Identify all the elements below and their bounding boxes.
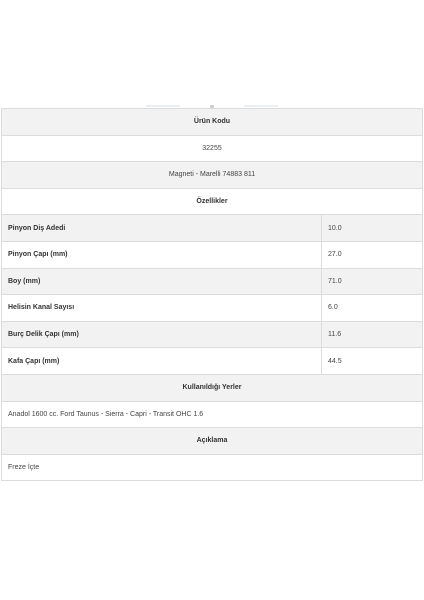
spec-value: 10.0 <box>322 215 423 242</box>
spec-value: 44.5 <box>322 348 423 375</box>
spec-label: Helisin Kanal Sayısı <box>2 295 322 322</box>
cross-reference-row <box>2 162 423 189</box>
table-row <box>2 295 423 322</box>
spec-label: Burç Delik Çapı (mm) <box>2 321 322 348</box>
spec-label: Kafa Çapı (mm) <box>2 348 322 375</box>
kullanildigi-yerler-row <box>2 401 423 428</box>
spec-value: 11.6 <box>322 321 423 348</box>
divider-segment <box>244 105 278 107</box>
section-header-aciklama <box>2 428 423 455</box>
spec-value: 6.0 <box>322 295 423 322</box>
description-text: Freze İçte <box>2 454 423 481</box>
table-row <box>2 241 423 268</box>
table-row <box>2 348 423 375</box>
aciklama-header: Açıklama <box>2 428 423 455</box>
spec-value: 27.0 <box>322 241 423 268</box>
spec-value: 71.0 <box>322 268 423 295</box>
cross-reference-code: Magneti - Marelli 74883 811 <box>2 162 423 189</box>
table-row <box>2 268 423 295</box>
urun-kodu-header: Ürün Kodu <box>2 109 423 136</box>
table-row <box>2 215 423 242</box>
urun-kodu-row <box>2 135 423 162</box>
product-code: 32255 <box>2 135 423 162</box>
ozellikler-header: Özellikler <box>2 188 423 215</box>
table-row <box>2 321 423 348</box>
usage-text: Anadol 1600 cc. Ford Taunus - Sierra - Capri - Transit OHC 1.6 <box>2 401 423 428</box>
divider-segment <box>146 105 180 107</box>
section-header-urun-kodu <box>2 109 423 136</box>
spec-label: Boy (mm) <box>2 268 322 295</box>
section-header-ozellikler <box>2 188 423 215</box>
section-header-kullanildigi-yerler <box>2 374 423 401</box>
aciklama-row <box>2 454 423 481</box>
kullanildigi-yerler-header: Kullanıldığı Yerler <box>2 374 423 401</box>
product-spec-table <box>1 108 423 481</box>
spec-label: Pinyon Çapı (mm) <box>2 241 322 268</box>
spec-label: Pinyon Diş Adedi <box>2 215 322 242</box>
